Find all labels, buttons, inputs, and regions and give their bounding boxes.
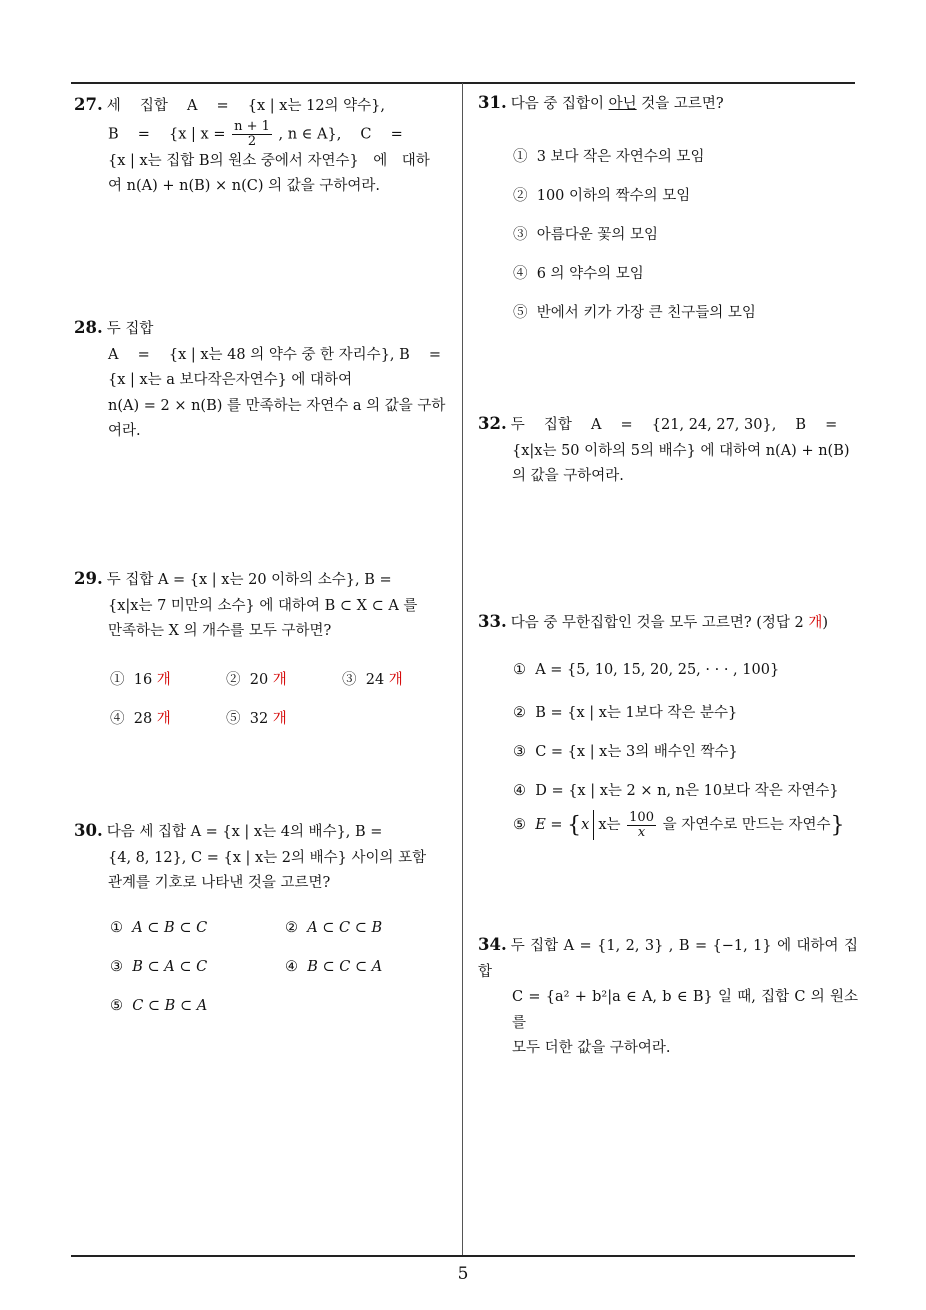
option-3[interactable]: ③ B ⊂ A ⊂ C xyxy=(110,959,208,975)
question-text: {x | x는 집합 B의 원소 중에서 자연수} 에 대하 xyxy=(108,152,430,169)
option-4[interactable]: ④ D = {x | x는 2 × n, n은 10보다 작은 자연수} xyxy=(513,783,839,799)
fraction: $\frac{100}{x}$ xyxy=(629,809,654,840)
option-5[interactable]: ⑤ 32 개 xyxy=(226,711,287,727)
question-number: 30. xyxy=(74,821,103,840)
question-text: 만족하는 X 의 개수를 모두 구하면? xyxy=(108,623,332,639)
question-number: 28. xyxy=(74,318,103,337)
question-text: 두 집합 A = {21, 24, 27, 30}, B = xyxy=(510,417,838,433)
question-28 xyxy=(74,315,454,445)
option-3[interactable]: ③ 24 개 xyxy=(342,672,403,688)
question-number: 31. xyxy=(478,93,507,112)
option-2[interactable]: ② 20 개 xyxy=(226,672,287,688)
question-30 xyxy=(74,818,454,897)
question-text: 두 집합 A = {x | x는 20 이하의 소수}, B = xyxy=(106,572,392,588)
option-3[interactable]: ③ C = {x | x는 3의 배수인 짝수} xyxy=(513,744,738,760)
question-text: 두 집합 A = {1, 2, 3} , B = {−1, 1} 에 대하여 집합 xyxy=(478,938,858,980)
set-builder-bar xyxy=(593,810,594,840)
option-5[interactable]: ⑤ 반에서 키가 가장 큰 친구들의 모임 xyxy=(513,305,756,321)
question-29 xyxy=(74,566,454,645)
question-text: 여 n(A) + n(B) × n(C) 의 값을 구하여라. xyxy=(108,178,381,194)
option-4[interactable]: ④ 6 의 약수의 모임 xyxy=(513,266,644,282)
question-32 xyxy=(478,411,858,490)
page-number: 5 xyxy=(457,1264,469,1284)
option-1[interactable]: ① 16 개 xyxy=(110,672,171,688)
option-2[interactable]: ② A ⊂ C ⊂ B xyxy=(285,920,383,936)
option-1[interactable]: ① A ⊂ B ⊂ C xyxy=(110,920,208,936)
option-5[interactable]: ⑤ C ⊂ B ⊂ A xyxy=(110,998,208,1014)
footer-rule xyxy=(71,1255,855,1257)
question-text: B = {x | x = xyxy=(108,126,226,142)
question-text: {x|x는 7 미만의 소수} 에 대하여 B ⊂ X ⊂ A 를 xyxy=(108,597,418,614)
question-number: 33. xyxy=(478,612,507,631)
question-text: {4, 8, 12}, C = {x | x는 2의 배수} 사이의 포함 xyxy=(108,849,427,866)
question-text: A = {x | x는 48 의 약수 중 한 자리수}, B = xyxy=(108,346,442,363)
option-2[interactable]: ② B = {x | x는 1보다 작은 분수} xyxy=(513,705,738,721)
option-5[interactable]: ⑤ E = {x x는 $\frac{100}{x}$ 을 자연수로 만드는 자연수} xyxy=(513,809,845,840)
question-text: 다음 세 집합 A = {x | x는 4의 배수}, B = xyxy=(106,824,383,840)
option-3[interactable]: ③ 아름다운 꽃의 모임 xyxy=(513,227,658,243)
question-text: {x|x는 50 이하의 5의 배수} 에 대하여 n(A) + n(B) xyxy=(512,442,850,459)
option-2[interactable]: ② 100 이하의 짝수의 모임 xyxy=(513,188,691,204)
fraction: $\frac{n + 1}{2}$ xyxy=(234,118,270,149)
column-divider xyxy=(462,83,463,1256)
option-1[interactable]: ① 3 보다 작은 자연수의 모임 xyxy=(513,149,705,165)
underlined-word: 아닌 xyxy=(608,96,637,112)
question-text: {x | x는 a 보다작은자연수} 에 대하여 xyxy=(108,372,353,388)
question-31: 31. 다음 중 집합이 아닌 것을 고르면? xyxy=(478,93,724,112)
option-4[interactable]: ④ B ⊂ C ⊂ A xyxy=(285,959,383,975)
question-text: 여라. xyxy=(108,423,141,439)
question-text: 모두 더한 값을 구하여라. xyxy=(512,1040,671,1056)
question-text: n(A) = 2 × n(B) 를 만족하는 자연수 a 의 값을 구하 xyxy=(108,397,446,414)
question-number: 34. xyxy=(478,935,507,954)
question-text: C = {a² + b²|a ∈ A, b ∈ B} 일 때, 집합 C 의 원소를 xyxy=(512,989,858,1031)
question-text: 두 집합 xyxy=(106,321,154,337)
question-27 xyxy=(74,92,454,200)
option-1[interactable]: ① A = {5, 10, 15, 20, 25, · · · , 100} xyxy=(513,662,780,678)
question-number: 27. xyxy=(74,95,103,114)
question-number: 29. xyxy=(74,569,103,588)
question-34 xyxy=(478,932,858,1062)
question-text: 의 값을 구하여라. xyxy=(512,468,624,484)
question-text: 관계를 기호로 나타낸 것을 고르면? xyxy=(108,875,331,891)
question-number: 32. xyxy=(478,414,507,433)
question-text: 세 집합 A = {x | x는 12의 약수}, xyxy=(106,98,386,114)
header-rule xyxy=(71,82,855,84)
question-33: 33. 다음 중 무한집합인 것을 모두 고르면? (정답 2 개) xyxy=(478,612,829,631)
option-4[interactable]: ④ 28 개 xyxy=(110,711,171,727)
question-text: , n ∈ A}, C = xyxy=(278,126,403,142)
